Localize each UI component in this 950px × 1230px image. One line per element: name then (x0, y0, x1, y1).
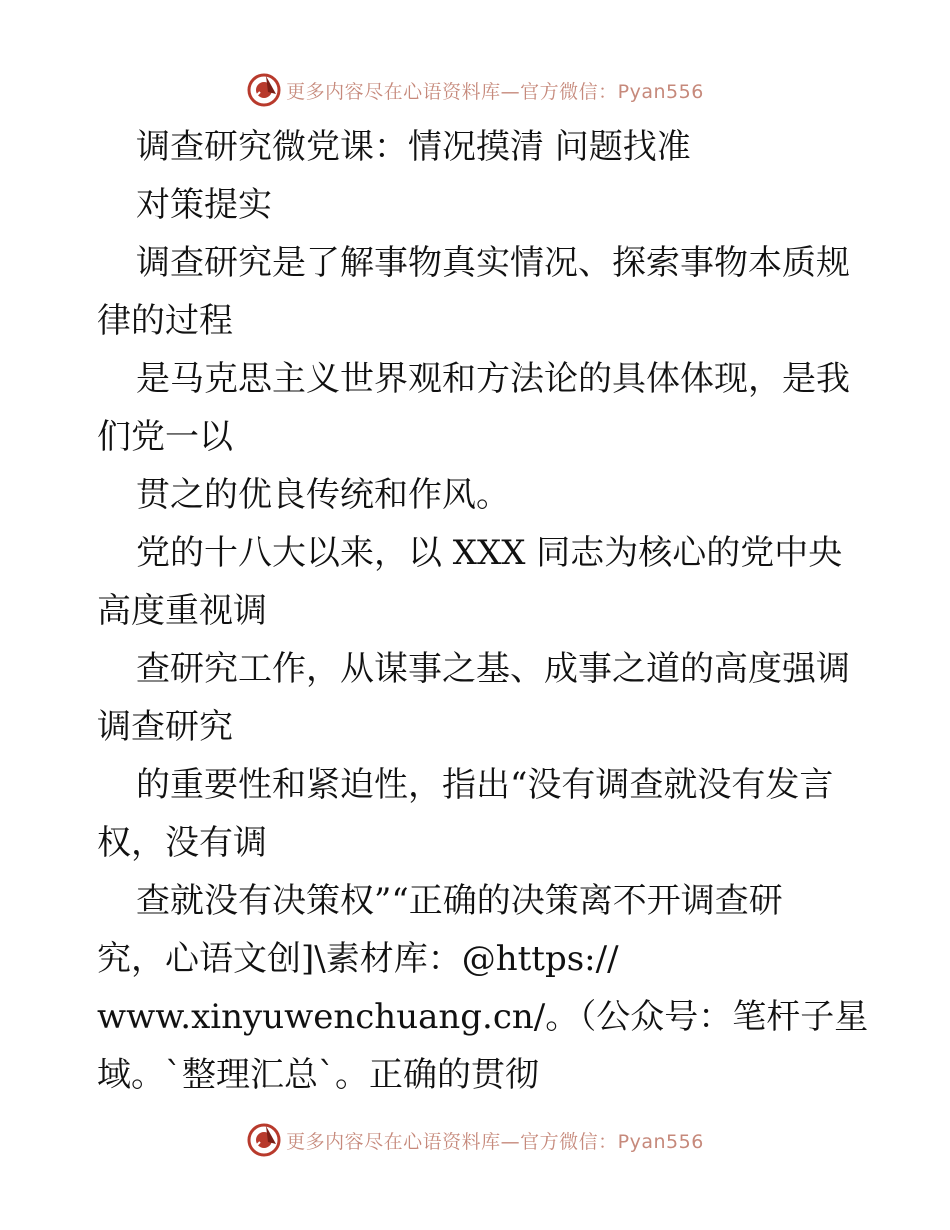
paragraph-line: 域。`整理汇总`。正确的贯彻 (97, 1055, 539, 1095)
paragraph-line: 究，心语文创]\素材库：@https:// (97, 939, 619, 979)
logo-icon (246, 72, 282, 108)
paragraph-line: 查就没有决策权”“正确的决策离不开调查研 (136, 881, 783, 921)
paragraph-line: 党的十八大以来，以 XXX 同志为核心的党中央 (136, 533, 843, 573)
document-body (97, 118, 897, 1104)
paragraph-line: 是马克思主义世界观和方法论的具体体现，是我 (136, 359, 850, 399)
paragraph-line: 查研究工作，从谋事之基、成事之道的高度强调 (136, 649, 850, 689)
footer-banner (0, 1120, 950, 1160)
paragraph-line: 律的过程 (97, 301, 233, 341)
banner-text: 更多内容尽在心语资料库—官方微信：Pyan556 (286, 80, 704, 103)
paragraph-line: 贯之的优良传统和作风。 (136, 475, 510, 515)
banner-text: 更多内容尽在心语资料库—官方微信：Pyan556 (286, 1130, 704, 1153)
header-banner (0, 70, 950, 110)
paragraph-line: 高度重视调 (97, 591, 267, 631)
paragraph-line: 们党一以 (97, 417, 233, 457)
doc-title-line-1: 调查研究微党课：情况摸清 问题找准 (136, 127, 691, 167)
paragraph-line: www.xinyuwenchuang.cn/。（公众号：笔杆子星 (97, 997, 869, 1037)
paragraph-line: 权，没有调 (97, 823, 267, 863)
paragraph-line: 的重要性和紧迫性，指出“没有调查就没有发言 (136, 765, 834, 805)
doc-title-line-2: 对策提实 (136, 185, 272, 225)
logo-icon (246, 1122, 282, 1158)
paragraph-line: 调查研究 (97, 707, 233, 747)
paragraph-line: 调查研究是了解事物真实情况、探索事物本质规 (136, 243, 850, 283)
